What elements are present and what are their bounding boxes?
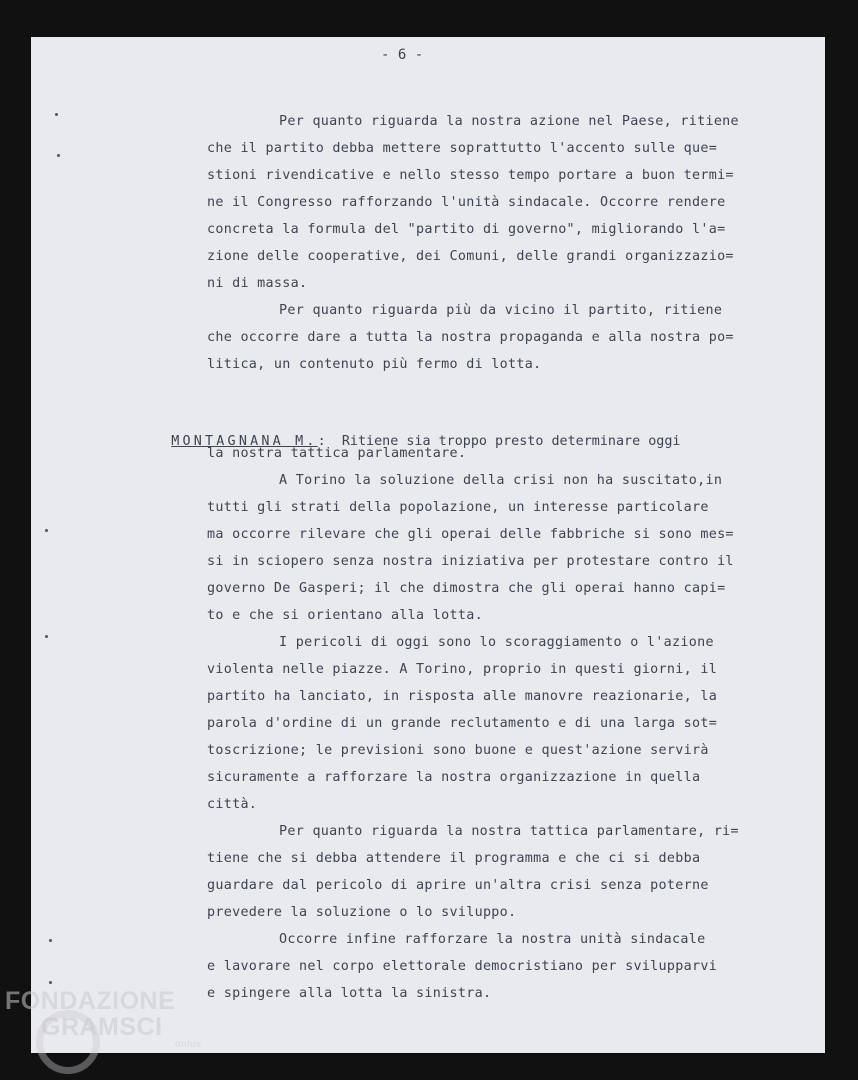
watermark-line2: GRAMSCI [41,1013,163,1041]
speaker-first-line: Ritiene sia troppo presto determinare oggi [341,434,681,449]
watermark-logo [5,988,201,1050]
text-line: la nostra tattica parlamentare. [207,446,467,461]
document-page [31,37,825,1053]
text-line: stioni rivendicative e nello stesso tempo portare a buon termi= [207,168,734,183]
watermark-line3: onlus [175,1039,202,1050]
text-line: città. [207,797,258,812]
text-line: zione delle cooperative, dei Comuni, delle grandi organizzazio= [207,249,734,264]
text-line: partito ha lanciato, in risposta alle manovre reazionarie, la [207,689,718,704]
text-line: e spingere alla lotta la sinistra. [207,986,492,1001]
text-line: concreta la formula del "partito di governo", migliorando l'a= [207,222,726,237]
text-line: to e che si orientano alla lotta. [207,608,483,623]
page-number: - 6 - [381,47,424,63]
text-line: sicuramente a rafforzare la nostra organizzazione in quella [207,770,701,785]
text-line: si in sciopero senza nostra iniziativa per protestare contro il [207,554,734,569]
text-line: I pericoli di oggi sono lo scoraggiamento o l'azione [279,635,714,650]
text-line: Per quanto riguarda la nostra azione nel Paese, ritiene [279,114,739,129]
punch-mark [45,635,48,638]
punch-mark [55,113,58,116]
text-line: prevedere la soluzione o lo sviluppo. [207,905,517,920]
text-line: guardare dal pericolo di aprire un'altra crisi senza poterne [207,878,709,893]
text-line: che occorre dare a tutta la nostra propaganda e alla nostra po= [207,330,734,345]
text-line: che il partito debba mettere soprattutto l'accento sulle que= [207,141,718,156]
speaker-colon: : [317,434,326,449]
text-line: Per quanto riguarda la nostra tattica parlamentare, ri= [279,824,739,839]
text-line: Occorre infine rafforzare la nostra unità sindacale [279,932,706,947]
text-line: toscrizione; le previsioni sono buone e quest'azione servirà [207,743,709,758]
watermark-line1: FONDAZIONE [5,987,176,1015]
punch-mark [49,981,52,984]
text-line: e lavorare nel corpo elettorale democristiano per svilupparvi [207,959,718,974]
text-line: governo De Gasperi; il che dimostra che gli operai hanno capi= [207,581,726,596]
text-line: litica, un contenuto più fermo di lotta. [207,357,542,372]
text-line: parola d'ordine di un grande reclutamento e di una larga sot= [207,716,718,731]
punch-mark [49,939,52,942]
text-line: Per quanto riguarda più da vicino il partito, ritiene [279,303,723,318]
text-line: ni di massa. [207,276,308,291]
text-line: tiene che si debba attendere il programma e che ci si debba [207,851,701,866]
text-line: tutti gli strati della popolazione, un interesse particolare [207,500,709,515]
punch-mark [57,154,60,157]
text-line: ma occorre rilevare che gli operai delle fabbriche si sono mes= [207,527,734,542]
text-line: ne il Congresso rafforzando l'unità sindacale. Occorre rendere [207,195,726,210]
punch-mark [45,529,48,532]
text-line: violenta nelle piazze. A Torino, proprio in questi giorni, il [207,662,718,677]
text-line: A Torino la soluzione della crisi non ha suscitato,in [279,473,723,488]
speaker-name: MONTAGNANA M. [171,434,318,449]
